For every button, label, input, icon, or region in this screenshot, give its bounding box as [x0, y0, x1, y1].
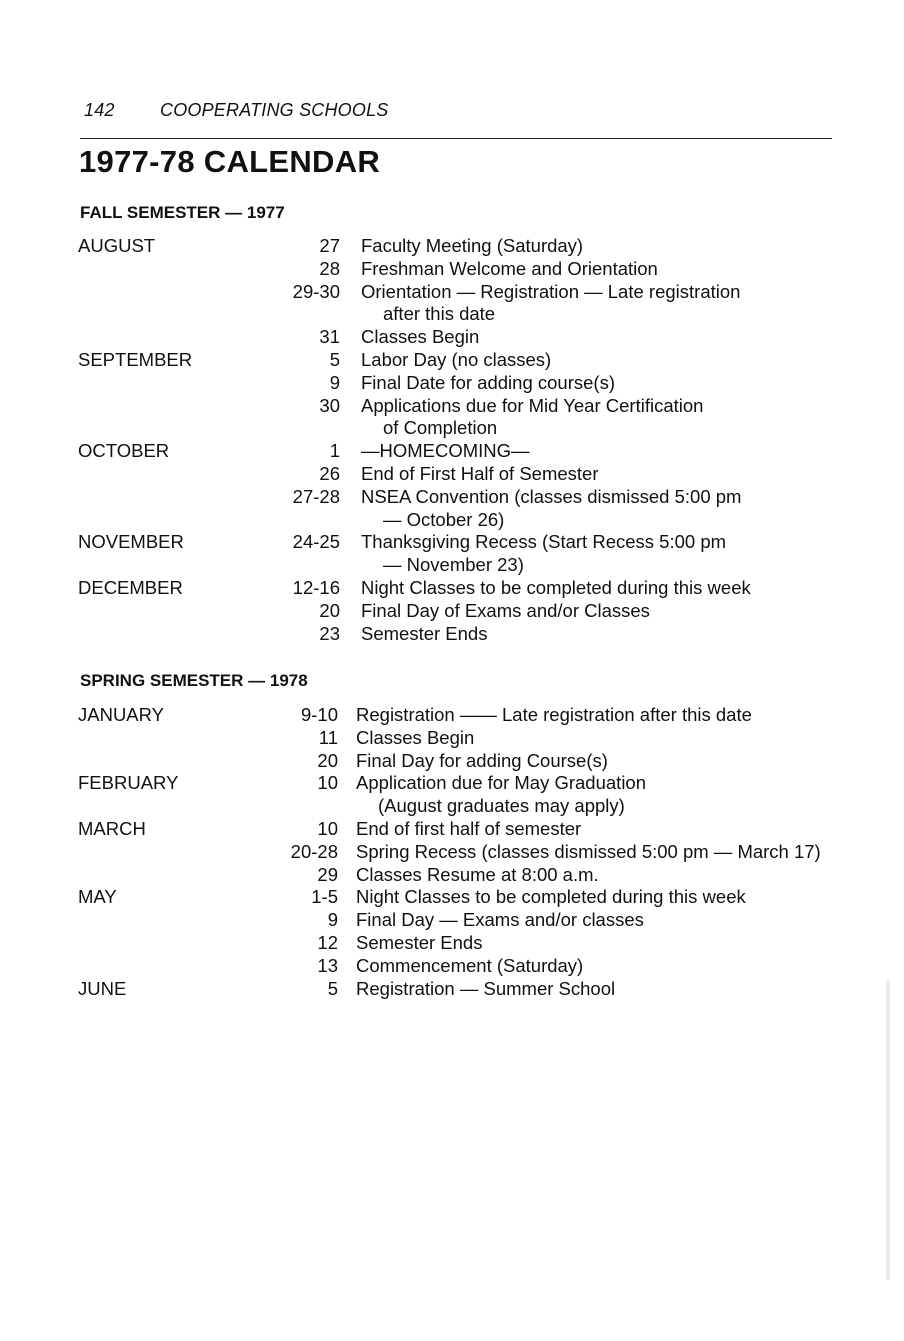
event-description: End of first half of semester [356, 817, 582, 839]
date-cell: 9-10 [300, 704, 338, 725]
calendar-row [78, 554, 838, 577]
event-description: Registration —— Late registration after this date [356, 704, 752, 725]
month-label [78, 932, 194, 955]
month-label [78, 258, 194, 281]
date-cell: 31 [319, 326, 340, 348]
calendar-row [78, 281, 838, 304]
date-cell: 5 [329, 348, 340, 370]
calendar-row [78, 486, 838, 509]
date-cell: 27-28 [292, 485, 340, 507]
event-description: End of First Half of Semester [361, 462, 599, 484]
event-description: Orientation — Registration — Late registration [361, 280, 741, 302]
calendar-row [78, 978, 838, 1001]
calendar-row [78, 417, 838, 440]
date-cell: 1-5 [311, 886, 338, 908]
calendar-row [78, 303, 838, 326]
month-label: DECEMBER [78, 576, 183, 598]
month-label: NOVEMBER [78, 531, 184, 553]
month-label: MARCH [78, 817, 146, 839]
calendar-row [78, 727, 838, 750]
month-label [78, 864, 194, 887]
calendar-row [78, 932, 838, 955]
calendar-row [78, 577, 838, 600]
date-cell: 12-16 [292, 576, 340, 598]
calendar-row [78, 750, 838, 773]
event-description: Commencement (Saturday) [356, 954, 584, 976]
date-cell: 24-25 [292, 531, 340, 553]
event-description: Semester Ends [356, 931, 483, 953]
event-description: Classes Begin [356, 726, 475, 748]
calendar-row [78, 440, 838, 463]
month-label [78, 623, 194, 646]
month-label [78, 326, 194, 349]
calendar-row [78, 258, 838, 281]
calendar-row [78, 704, 838, 727]
header-rule [80, 138, 832, 139]
month-label [78, 372, 194, 395]
month-label [78, 795, 194, 818]
event-description: Semester Ends [361, 622, 488, 644]
month-label: MAY [78, 886, 117, 908]
month-label: OCTOBER [78, 440, 170, 462]
date-cell: 20 [319, 599, 340, 621]
calendar-row [78, 955, 838, 978]
event-description: Final Date for adding course(s) [361, 371, 615, 393]
date-cell: 23 [319, 622, 340, 644]
calendar-row [78, 509, 838, 532]
event-description: Spring Recess (classes dismissed 5:00 pm — March 17) [356, 840, 821, 862]
date-cell [194, 417, 340, 440]
date-cell [194, 554, 340, 577]
month-label [78, 417, 194, 440]
date-cell: 10 [317, 772, 338, 794]
date-cell: 29-30 [292, 280, 340, 302]
date-cell: 13 [317, 954, 338, 976]
event-description: — October 26) [383, 508, 505, 530]
date-cell: 27 [319, 235, 340, 256]
calendar-row [78, 600, 838, 623]
event-description: after this date [383, 303, 496, 325]
page-edge-shadow [886, 980, 890, 1280]
month-label [78, 281, 194, 304]
date-cell: 9 [329, 371, 340, 393]
calendar-row [78, 372, 838, 395]
calendar-row [78, 326, 838, 349]
calendar-row [78, 864, 838, 887]
month-label [78, 303, 194, 326]
section-title: COOPERATING SCHOOLS [160, 100, 389, 120]
event-description: — November 23) [383, 554, 524, 576]
date-cell: 26 [319, 462, 340, 484]
month-label [78, 909, 194, 932]
event-description: Application due for May Graduation [356, 772, 647, 794]
date-cell [194, 795, 338, 818]
event-description: Applications due for Mid Year Certification [361, 394, 704, 416]
month-label: SEPTEMBER [78, 348, 193, 370]
event-description: Classes Begin [361, 326, 480, 348]
event-description: Night Classes to be completed during this week [356, 886, 746, 908]
event-description: Freshman Welcome and Orientation [361, 257, 658, 279]
calendar-row [78, 531, 838, 554]
date-cell: 12 [317, 931, 338, 953]
event-description: Final Day — Exams and/or classes [356, 909, 644, 931]
calendar-row [78, 623, 838, 646]
event-description: of Completion [383, 417, 498, 439]
event-description: Faculty Meeting (Saturday) [361, 235, 584, 256]
spring-calendar-table [78, 704, 838, 1000]
event-description: (August graduates may apply) [378, 795, 625, 817]
month-label [78, 727, 194, 750]
date-cell: 30 [319, 394, 340, 416]
event-description: Final Day for adding Course(s) [356, 749, 608, 771]
calendar-row [78, 395, 838, 418]
page-number: 142 [84, 100, 115, 120]
month-label [78, 841, 194, 864]
month-label [78, 600, 194, 623]
date-cell: 28 [319, 257, 340, 279]
month-label: JANUARY [78, 704, 165, 725]
calendar-row [78, 772, 838, 795]
date-cell: 20 [317, 749, 338, 771]
calendar-row [78, 909, 838, 932]
event-description: Thanksgiving Recess (Start Recess 5:00 pm [361, 531, 727, 553]
date-cell: 11 [318, 726, 338, 748]
calendar-row [78, 463, 838, 486]
month-label: AUGUST [78, 235, 156, 256]
month-label [78, 509, 194, 532]
month-label [78, 955, 194, 978]
month-label: JUNE [78, 977, 127, 999]
date-cell: 29 [317, 863, 338, 885]
date-cell: 9 [327, 909, 338, 931]
page-title: 1977-78 CALENDAR [79, 144, 381, 179]
event-description: Registration — Summer School [356, 977, 616, 999]
fall-calendar-table [78, 235, 838, 645]
event-description: NSEA Convention (classes dismissed 5:00 pm [361, 485, 742, 507]
calendar-row [78, 349, 838, 372]
fall-semester-heading: FALL SEMESTER — 1977 [80, 203, 285, 222]
calendar-row [78, 818, 838, 841]
month-label [78, 463, 194, 486]
calendar-row [78, 841, 838, 864]
date-cell [194, 303, 340, 326]
date-cell [194, 509, 340, 532]
month-label [78, 395, 194, 418]
event-description: —HOMECOMING— [361, 440, 530, 462]
month-label [78, 486, 194, 509]
event-description: Labor Day (no classes) [361, 348, 552, 370]
date-cell: 10 [317, 817, 338, 839]
date-cell: 20-28 [290, 840, 338, 862]
event-description: Night Classes to be completed during this week [361, 576, 751, 598]
month-label [78, 554, 194, 577]
date-cell: 1 [329, 440, 340, 462]
calendar-row [78, 886, 838, 909]
date-cell: 5 [327, 977, 338, 999]
running-head [84, 100, 389, 121]
calendar-row [78, 235, 838, 258]
calendar-row [78, 795, 838, 818]
spring-semester-heading: SPRING SEMESTER — 1978 [80, 671, 308, 690]
month-label: FEBRUARY [78, 772, 179, 794]
event-description: Final Day of Exams and/or Classes [361, 599, 650, 621]
event-description: Classes Resume at 8:00 a.m. [356, 863, 599, 885]
month-label [78, 750, 194, 773]
